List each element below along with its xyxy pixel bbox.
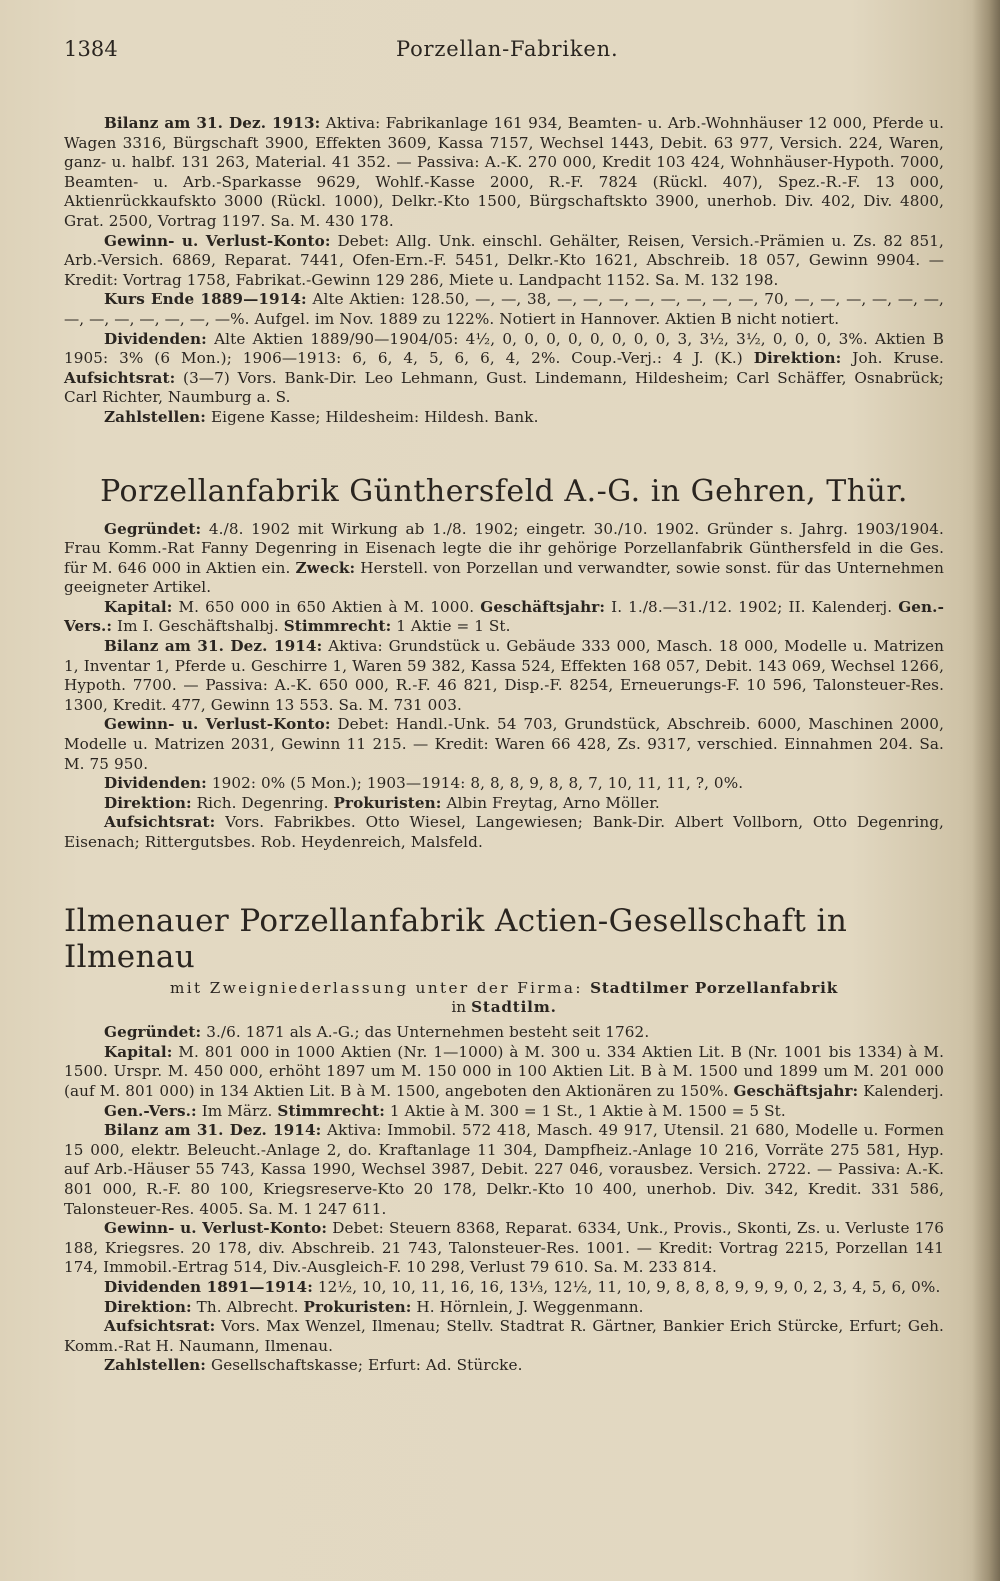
firm2-subtitle-line1 [64, 979, 944, 998]
f2-zahl-label: Zahlstellen: [104, 1356, 207, 1375]
f1-ar-text: Vors. Fabrikbes. Otto Wiesel, Langewiesen; Bank-Dir. Albert Vollborn, Otto Degenring, Eisenach; Rittergutsbes. Rob. Heydenreich, Malsfeld. [64, 813, 944, 851]
f1-dir-paragraph [64, 794, 944, 814]
f2-bilanz-paragraph [64, 1121, 944, 1219]
f2-ar-label: Aufsichtsrat: [104, 1317, 216, 1336]
f2-gv-label: Gen.-Vers.: [104, 1101, 197, 1120]
s1-kurs-paragraph [64, 290, 944, 329]
f2-gegr-text: 3./6. 1871 als A.-G.; das Unternehmen besteht seit 1762. [206, 1023, 650, 1042]
f1-kapital-label: Kapital: [104, 597, 173, 616]
s1-div-text: Alte Aktien 1889/90—1904/05: 4½, 0, 0, 0, 0, 0, 0, 0, 0, 3, 3½, 3½, 0, 0, 0, 3%. Aktien B 1905: 3% (6 Mon.); 1906—1913: 6, 6, 4, 5, 6, 6, 4, 2%. Coup.-Verj.: 4 J. (K.) [64, 329, 944, 368]
f1-prok-text: Albin Freytag, Arno Möller. [446, 793, 660, 812]
f1-gegr-label: Gegründet: [104, 519, 202, 538]
s1-div-paragraph [64, 330, 944, 408]
f1-gj-label: Geschäftsjahr: [480, 597, 606, 616]
f2-guv-paragraph [64, 1219, 944, 1278]
f2-gv-paragraph [64, 1102, 944, 1122]
f1-kapital-text: M. 650 000 in 650 Aktien à M. 1000. [178, 597, 475, 616]
f1-kapital-paragraph [64, 598, 944, 637]
f1-ar-paragraph [64, 813, 944, 852]
s1-bilanz-paragraph [64, 114, 944, 232]
page-header [64, 37, 944, 76]
f1-dir-label: Direktion: [104, 793, 192, 812]
f2-zahl-paragraph [64, 1356, 944, 1376]
f1-guv-label: Gewinn- u. Verlust-Konto: [104, 715, 331, 734]
f2-dir-label: Direktion: [104, 1297, 192, 1316]
f2-bilanz-text: Aktiva: Immobil. 572 418, Masch. 49 917, Utensil. 21 680, Modelle u. Formen 15 000, elektr. Beleucht.-Anlage 2, do. Kraftanlage 11 304, Dampfheiz.-Anlage 10 216, Vorräte 275 581, Hyp. auf Arb.-Häuser 55 743, Kassa 1990, Wechsel 3987, Debit. 227 046, vorausbez. Versich. 2722. — Passiva: A.-K. 801 000, R.-F. 80 100, Kriegsreserve-Kto 20 178, Delkr.-Kto 10 400, unerhob. Div. 342, Kredit. 331 586, Talonsteuer-Res. 4005. Sa. M. 1 247 611. [64, 1121, 944, 1218]
f2-guv-text: Debet: Steuern 8368, Reparat. 6334, Unk., Provis., Skonti, Zs. u. Verluste 176 188, Kriegsres. 20 178, div. Abschreib. 21 743, Talonsteuer-Res. 1001. — Kredit: Vortrag 2215, Porzellan 141 174, Immobil.-Ertrag 514, Div.-Ausgleich-F. 10 298, Verlust 79 610. Sa. M. 233 814. [64, 1219, 945, 1277]
f2-guv-label: Gewinn- u. Verlust-Konto: [104, 1219, 328, 1238]
f1-bilanz-label: Bilanz am 31. Dez. 1914: [104, 637, 323, 656]
f2-ar-text: Vors. Max Wenzel, Ilmenau; Stellv. Stadtrat R. Gärtner, Bankier Erich Stürcke, Erfurt; Geh. Komm.-Rat H. Naumann, Ilmenau. [64, 1317, 944, 1355]
f2-gegr-paragraph [64, 1023, 944, 1043]
f2-div-paragraph [64, 1278, 944, 1298]
f2-gegr-label: Gegründet: [104, 1023, 202, 1042]
s1-bilanz-label: Bilanz am 31. Dez. 1913: [104, 114, 321, 132]
s1-zahl-text: Eigene Kasse; Hildesheim: Hildesh. Bank. [210, 407, 539, 426]
s1-zahl-label: Zahlstellen: [104, 407, 207, 426]
f2-gj-text: Kalenderj. [863, 1081, 944, 1100]
f1-div-text: 1902: 0% (5 Mon.); 1903—1914: 8, 8, 8, 9, 8, 8, 7, 10, 11, 11, ?, 0%. [211, 774, 744, 793]
s1-guv-paragraph [64, 232, 944, 291]
s1-div-label: Dividenden: [104, 329, 207, 348]
f2-dir-text: Th. Albrecht. [196, 1297, 299, 1316]
firm1-title: Porzellanfabrik Günthersfeld A.-G. in Gehren, Thür. [100, 473, 908, 509]
f1-ar-label: Aufsichtsrat: [104, 813, 216, 832]
f1-bilanz-text: Aktiva: Grundstück u. Gebäude 333 000, Masch. 18 000, Modelle u. Matrizen 1, Inventar 1, Pferde u. Geschirre 1, Waren 59 382, Kassa 524, Effekten 168 057, Debit. 143 069, Wechsel 1266, Hypoth. 7700. — Passiva: A.-K. 650 000, R.-F. 46 821, Disp.-F. 8254, Erneuerungs-F. 10 596, Talonsteuer-Res. 1300, Kredit. 477, Gewinn 13 553. Sa. M. 731 003. [64, 637, 944, 714]
s1-bilanz-text: Aktiva: Fabrikanlage 161 934, Beamten- u. Arb.-Wohnhäuser 12 000, Pferde u. Wagen 3316, Bürgschaft 3900, Effekten 3609, Kassa 7157, Wechsel 1443, Debit. 63 977, Versich. 224, Waren, ganz- u. halbf. 131 263, Material. 41 352. — Passiva: A.-K. 270 000, Kredit 103 424, Wohnhäuser-Hypoth. 7000, Beamten- u. Arb.-Sparkasse 9629, Wohlf.-Kasse 2000, R.-F. 7824 (Rückl. 407), Spez.-R.-F. 13 000, Aktienrückkaufskto 3000 (Rückl. 1000), Delkr.-Kto 1500, Bürgschaftskto 3900, unerhob. Div. 402, Div. 4800, Grat. 2500, Vortrag 1197. Sa. M. 430 178. [64, 114, 944, 230]
f2-zahl-text: Gesellschaftskasse; Erfurt: Ad. Stürcke. [210, 1356, 523, 1375]
firm2-sub-prefix: mit Zweigniederlassung unter der Firma: [169, 978, 583, 997]
firm2-sub-firm: Stadtilmer Porzellanfabrik [590, 978, 839, 997]
f1-zweck-text: Herstell. von Porzellan und verwandter, sowie sonst. für das Unternehmen geeigneter Artikel. [64, 558, 945, 597]
f2-ar-paragraph [64, 1317, 944, 1356]
f2-kapital-text: M. 801 000 in 1000 Aktien (Nr. 1—1000) à M. 300 u. 334 Aktien Lit. B (Nr. 1001 bis 1334) à M. 1500. Urspr. M. 450 000, erhöht 1897 um M. 150 000 in 100 Aktien Lit. B à M. 1500 und 1899 um M. 201 000 (auf M. 801 000) in 134 Aktien Lit. B à M. 1500, angeboten den Aktionären zu 150%. [64, 1042, 944, 1100]
f2-gj-label: Geschäftsjahr: [733, 1081, 859, 1100]
s1-zahl-paragraph [64, 408, 944, 428]
f1-guv-paragraph [64, 715, 944, 774]
s1-dir-label: Direktion: [753, 349, 842, 368]
firm2-sub-in: in [451, 997, 467, 1016]
f2-stimm-label: Stimmrecht: [277, 1101, 385, 1120]
page-number: 1384 [64, 37, 118, 61]
f1-gegr-paragraph [64, 520, 944, 598]
f1-gv-label: Gen.-Vers.: [64, 597, 944, 636]
f2-kapital-paragraph [64, 1043, 944, 1102]
firm2-title: Ilmenauer Porzellanfabrik Actien-Gesellschaft in Ilmenau [64, 902, 848, 975]
f1-gv-text: Im I. Geschäftshalbj. [117, 617, 279, 636]
s1-dir-text: Joh. Kruse. [852, 349, 944, 368]
firm2-sub-place: Stadtilm. [471, 997, 557, 1016]
f1-div-paragraph [64, 774, 944, 794]
running-title: Porzellan-Fabriken. [396, 37, 619, 61]
s1-ar-label: Aufsichtsrat: [64, 368, 176, 387]
s1-kurs-label: Kurs Ende 1889—1914: [104, 290, 307, 309]
f2-dir-paragraph [64, 1298, 944, 1318]
f2-bilanz-label: Bilanz am 31. Dez. 1914: [104, 1121, 322, 1140]
f2-stimm-text: 1 Aktie à M. 300 = 1 St., 1 Aktie à M. 1500 = 5 St. [389, 1101, 786, 1120]
f1-guv-text: Debet: Handl.-Unk. 54 703, Grundstück, Abschreib. 6000, Maschinen 2000, Modelle u. Matrizen 2031, Gewinn 11 215. — Kredit: Waren 66 428, Zs. 9317, verschied. Einnahmen 204. Sa. M. 75 950. [64, 715, 944, 773]
f1-stimm-text: 1 Aktie = 1 St. [396, 617, 511, 636]
f1-dir-text: Rich. Degenring. [196, 793, 329, 812]
s1-kurs-text: Alte Aktien: 128.50, —, —, 38, —, —, —, —, —, —, —, —, 70, —, —, —, —, —, —, —, —, —, —, —, —, —%. Aufgel. im Nov. 1889 zu 122%. Notiert in Hannover. Aktien B nicht notiert. [64, 290, 944, 328]
f1-prok-label: Prokuristen: [333, 793, 442, 812]
f2-gv-text: Im März. [201, 1101, 273, 1120]
f1-gegr-text: 4./8. 1902 mit Wirkung ab 1./8. 1902; eingetr. 30./10. 1902. Gründer s. Jahrg. 1903/1904. Frau Komm.-Rat Fanny Degenring in Eisenach legte die ihr gehörige Porzellanfabrik Günthersfeld in die Ges. für M. 646 000 in Aktien ein. [64, 519, 944, 577]
f2-div-label: Dividenden 1891—1914: [104, 1277, 313, 1296]
page-content [64, 37, 945, 1376]
f1-zweck-label: Zweck: [295, 558, 356, 577]
f2-div-text: 12½, 10, 10, 11, 16, 16, 13⅓, 12½, 11, 10, 9, 8, 8, 8, 9, 9, 9, 0, 2, 3, 4, 5, 6, 0%. [317, 1277, 941, 1296]
f1-bilanz-paragraph [64, 637, 944, 715]
f2-kapital-label: Kapital: [104, 1042, 173, 1061]
s1-guv-text: Debet: Allg. Unk. einschl. Gehälter, Reisen, Versich.-Prämien u. Zs. 82 851, Arb.-Versich. 6869, Reparat. 7441, Ofen-Ern.-F. 5451, Delkr.-Kto 1621, Abschreib. 18 057, Gewinn 9904. — Kredit: Vortrag 1758, Fabrikat.-Gewinn 129 286, Miete u. Landpacht 1152. Sa. M. 132 198. [64, 231, 944, 289]
f2-prok-text: H. Hörnlein, J. Weggenmann. [416, 1297, 644, 1316]
firm2-subtitle-line2 [64, 998, 944, 1018]
f1-gj-text: I. 1./8.—31./12. 1902; II. Kalenderj. [611, 597, 893, 616]
s1-guv-label: Gewinn- u. Verlust-Konto: [104, 231, 331, 250]
f2-prok-label: Prokuristen: [303, 1297, 412, 1316]
book-spine-shadow [972, 0, 1000, 1581]
s1-ar-text: (3—7) Vors. Bank-Dir. Leo Lehmann, Gust. Lindemann, Hildesheim; Carl Schäffer, Osnabrück; Carl Richter, Naumburg a. S. [64, 368, 944, 407]
f1-stimm-label: Stimmrecht: [283, 617, 392, 636]
f1-div-label: Dividenden: [104, 774, 207, 793]
